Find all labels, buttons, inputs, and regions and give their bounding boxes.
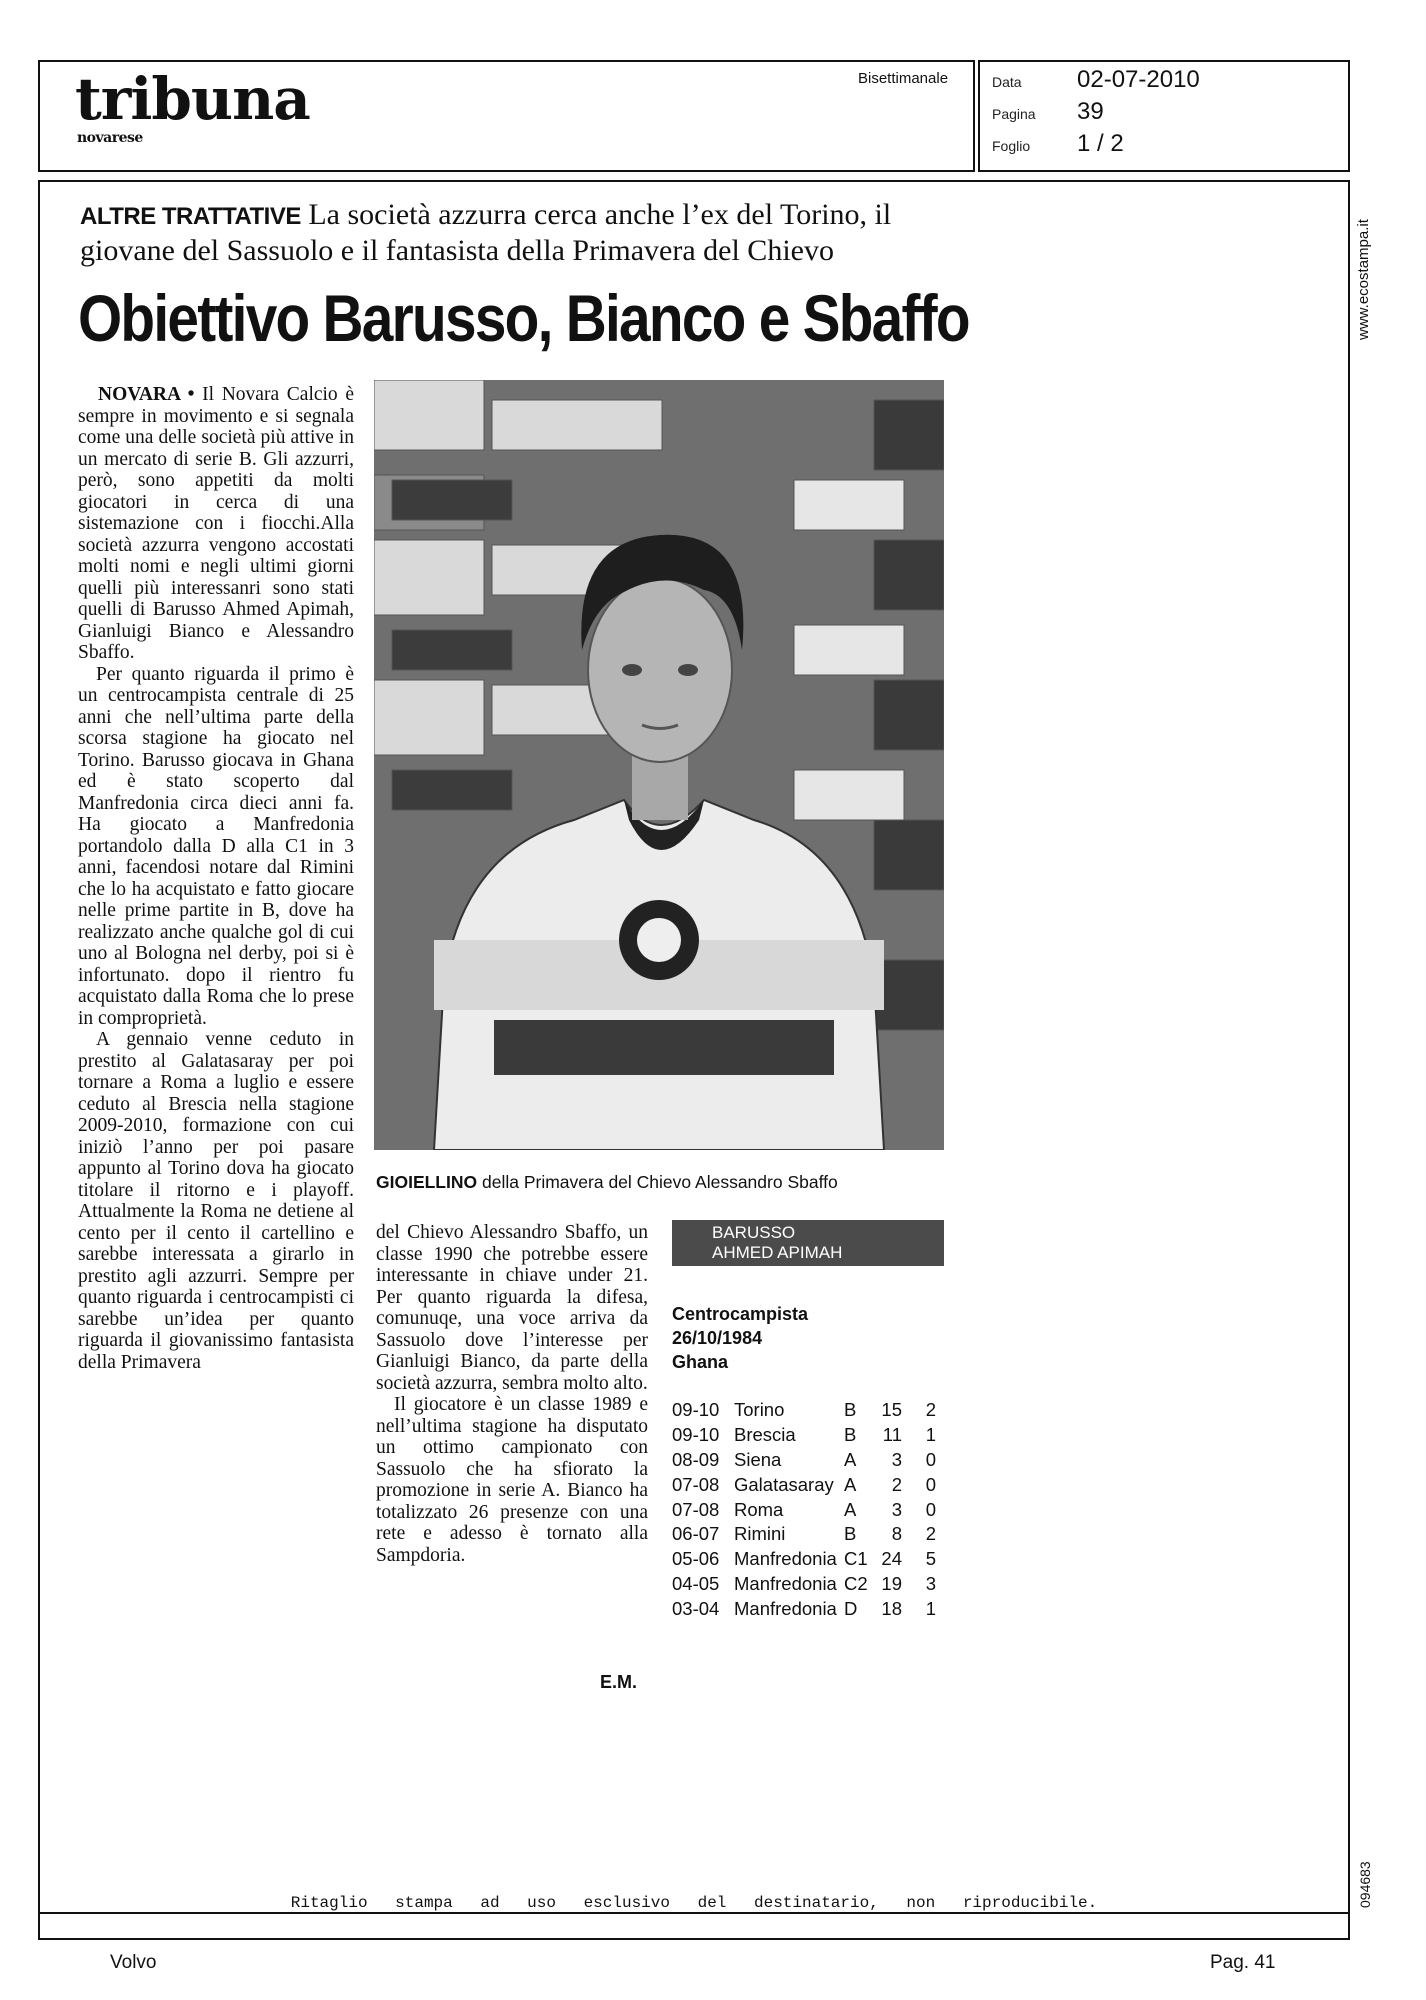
meta-label: Pagina: [992, 106, 1036, 122]
table-cell: 09-10: [672, 1399, 720, 1421]
table-cell: 8: [891, 1523, 902, 1545]
table-cell: 1: [925, 1424, 936, 1446]
player-role: Centrocampista: [672, 1304, 809, 1324]
meta-label: Foglio: [992, 138, 1031, 154]
caption-text: della Primavera del Chievo Alessandro Sbaffo: [482, 1172, 838, 1192]
table-cell: Manfredonia: [734, 1597, 837, 1619]
table-cell: 18: [881, 1597, 902, 1619]
table-cell: Manfredonia: [734, 1548, 837, 1570]
article-kicker: [80, 198, 960, 268]
table-cell: 19: [881, 1572, 902, 1594]
table-cell: 07-08: [672, 1473, 720, 1495]
footer-client: Volvo: [110, 1952, 157, 1973]
table-cell: A: [844, 1448, 857, 1470]
photo-caption: [376, 1172, 838, 1193]
publication-frequency: Bisettimanale: [858, 70, 949, 87]
table-cell: 07-08: [672, 1498, 720, 1520]
table-row: [672, 1522, 936, 1547]
clipping-code-vertical: [1345, 1850, 1385, 1910]
table-cell: 1: [925, 1597, 936, 1619]
kicker-text: La società azzurra cerca anche l’ex del Torino, il giovane del Sassuolo e il fantasista della Primavera del Chievo: [80, 198, 892, 267]
table-cell: 0: [925, 1473, 936, 1495]
player-photo: [374, 380, 944, 1150]
table-cell: 2: [891, 1473, 902, 1495]
player-name-banner: [672, 1220, 944, 1266]
disclaimer: Ritaglio stampa ad uso esclusivo del destinatario, non riproducibile.: [290, 1894, 1098, 1912]
table-cell: 3: [891, 1498, 902, 1520]
newspaper-logo: tribuna: [75, 65, 310, 133]
table-row: [672, 1547, 936, 1572]
player-photo-image: [374, 380, 944, 1150]
paragraph: A gennaio venne ceduto in prestito al Galatasaray per poi tornare a Roma a luglio e essere ceduto al Brescia nella stagione 2009-2010, formazione con cui iniziò l’anno per poi pasare appunto al Torino dova ha giocato titolare il ritorno e i playoff. Attualmente la Roma ne detiene al cento per il cento il cartellino e sarebbe interessata a girarlo in prestito agli azzurri. Sempre per quanto riguarda i centrocampisti ci sarebbe un’idea per quanto riguarda il giovanissimo fantasista della Primavera: [78, 1029, 354, 1373]
article-headline: Obiettivo Barusso, Bianco e Sbaffo: [78, 281, 969, 355]
table-cell: C2: [844, 1572, 868, 1594]
article-column-2: [376, 1222, 648, 1566]
table-cell: 2: [925, 1523, 936, 1545]
table-cell: Roma: [734, 1498, 784, 1520]
career-table: [672, 1398, 936, 1621]
player-name-line-2: AHMED APIMAH: [712, 1243, 843, 1262]
table-cell: 06-07: [672, 1523, 720, 1545]
table-cell: 0: [925, 1448, 936, 1470]
table-cell: 08-09: [672, 1448, 720, 1470]
source-url: www.ecostampa.it: [1355, 219, 1372, 340]
table-cell: D: [844, 1597, 858, 1619]
table-cell: A: [844, 1473, 857, 1495]
meta-sheet: [992, 130, 1124, 158]
table-cell: Torino: [734, 1399, 785, 1421]
player-name-line-1: BARUSSO: [712, 1223, 796, 1242]
table-cell: B: [844, 1523, 857, 1545]
table-cell: 04-05: [672, 1572, 720, 1594]
table-cell: 03-04: [672, 1597, 720, 1619]
table-cell: 0: [925, 1498, 936, 1520]
footer-page-number: Pag. 41: [1210, 1952, 1276, 1973]
table-row: [672, 1497, 936, 1522]
kicker-label: ALTRE TRATTATIVE: [80, 203, 301, 230]
table-cell: B: [844, 1399, 857, 1421]
table-cell: Brescia: [734, 1424, 796, 1446]
table-row: [672, 1572, 936, 1597]
dateline: NOVARA •: [98, 384, 195, 405]
table-cell: 3: [925, 1572, 936, 1594]
player-country: Ghana: [672, 1352, 729, 1372]
paragraph: Per quanto riguarda il primo è un centrocampista centrale di 25 anni che nell’ultima parte della scorsa stagione ha giocato nel Torino. Barusso giocava in Ghana ed è stato scoperto dal Manfredonia circa dieci anni fa. Ha giocato a Manfredonia portandolo dalla D alla C1 in 3 anni, facendosi notare dal Rimini che lo ha acquistato e fatto giocare nelle prime partite in B, dove ha realizzato anche qualche gol di cui uno al Bologna nel derby, poi si è infortunato. dopo il rientro fu acquistato dalla Roma che lo prese in comproprietà.: [78, 663, 354, 1029]
paragraph: del Chievo Alessandro Sbaffo, un classe 1990 che potrebbe essere interessante in chiave under 21. Per quanto riguarda la difesa, comunuqe, una voce arriva da Sassuolo dove l’interesse per Gianluigi Bianco, da parte della società azzurra, sembra molto alto.: [376, 1222, 648, 1394]
table-cell: 2: [925, 1399, 936, 1421]
source-url-vertical: [1345, 190, 1385, 340]
player-birth-date: 26/10/1984: [672, 1328, 763, 1348]
frame-divider: [38, 1912, 1350, 1914]
table-cell: A: [844, 1498, 857, 1520]
caption-bold: GIOIELLINO: [376, 1172, 478, 1192]
meta-value: 1 / 2: [1077, 130, 1124, 157]
table-cell: Galatasaray: [734, 1473, 834, 1495]
table-cell: 24: [881, 1548, 902, 1570]
paragraph: Il giocatore è un classe 1989 e nell’ultima stagione ha disputato un ottimo campionato con Sassuolo che ha sfiorato la promozione in serie A. Bianco ha totalizzato 26 presenze con una rete e adesso è tornato alla Sampdoria.: [376, 1394, 648, 1566]
table-cell: 15: [881, 1399, 902, 1421]
paragraph: [78, 384, 354, 664]
table-row: [672, 1472, 936, 1497]
meta-value: 39: [1077, 98, 1104, 125]
table-cell: Siena: [734, 1448, 782, 1470]
meta-date: [992, 66, 1200, 94]
table-cell: 05-06: [672, 1548, 720, 1570]
meta-page: [992, 98, 1104, 126]
player-profile: [672, 1302, 808, 1374]
table-cell: 09-10: [672, 1424, 720, 1446]
meta-label: Data: [992, 74, 1022, 90]
table-row: [672, 1398, 936, 1423]
table-cell: Manfredonia: [734, 1572, 837, 1594]
table-cell: B: [844, 1424, 857, 1446]
table-cell: 5: [925, 1548, 936, 1570]
table-cell: Rimini: [734, 1523, 786, 1545]
paragraph-text: Il Novara Calcio è sempre in movimento e si segnala come una delle società più attive in un mercato di serie B. Gli azzurri, però, sono appetiti da molti giocatori in cerca di una sistemazione con i fiocchi.Alla società azzurra vengono accostati molti nomi e negli ultimi giorni quelli più interessanri sono stati quelli di Barusso Ahmed Apimah, Gianluigi Bianco e Alessandro Sbaffo.: [78, 384, 354, 663]
author-signature: E.M.: [600, 1672, 638, 1692]
table-row: [672, 1448, 936, 1473]
meta-value: 02-07-2010: [1077, 66, 1200, 93]
table-cell: 11: [882, 1424, 902, 1446]
clipping-code: 094683: [1357, 1861, 1373, 1908]
table-cell: C1: [844, 1548, 868, 1570]
table-row: [672, 1423, 936, 1448]
table-row: [672, 1596, 936, 1621]
table-cell: 3: [891, 1448, 902, 1470]
article-column-1: [78, 384, 354, 1373]
newspaper-logo-subtitle: novarese: [77, 130, 143, 146]
